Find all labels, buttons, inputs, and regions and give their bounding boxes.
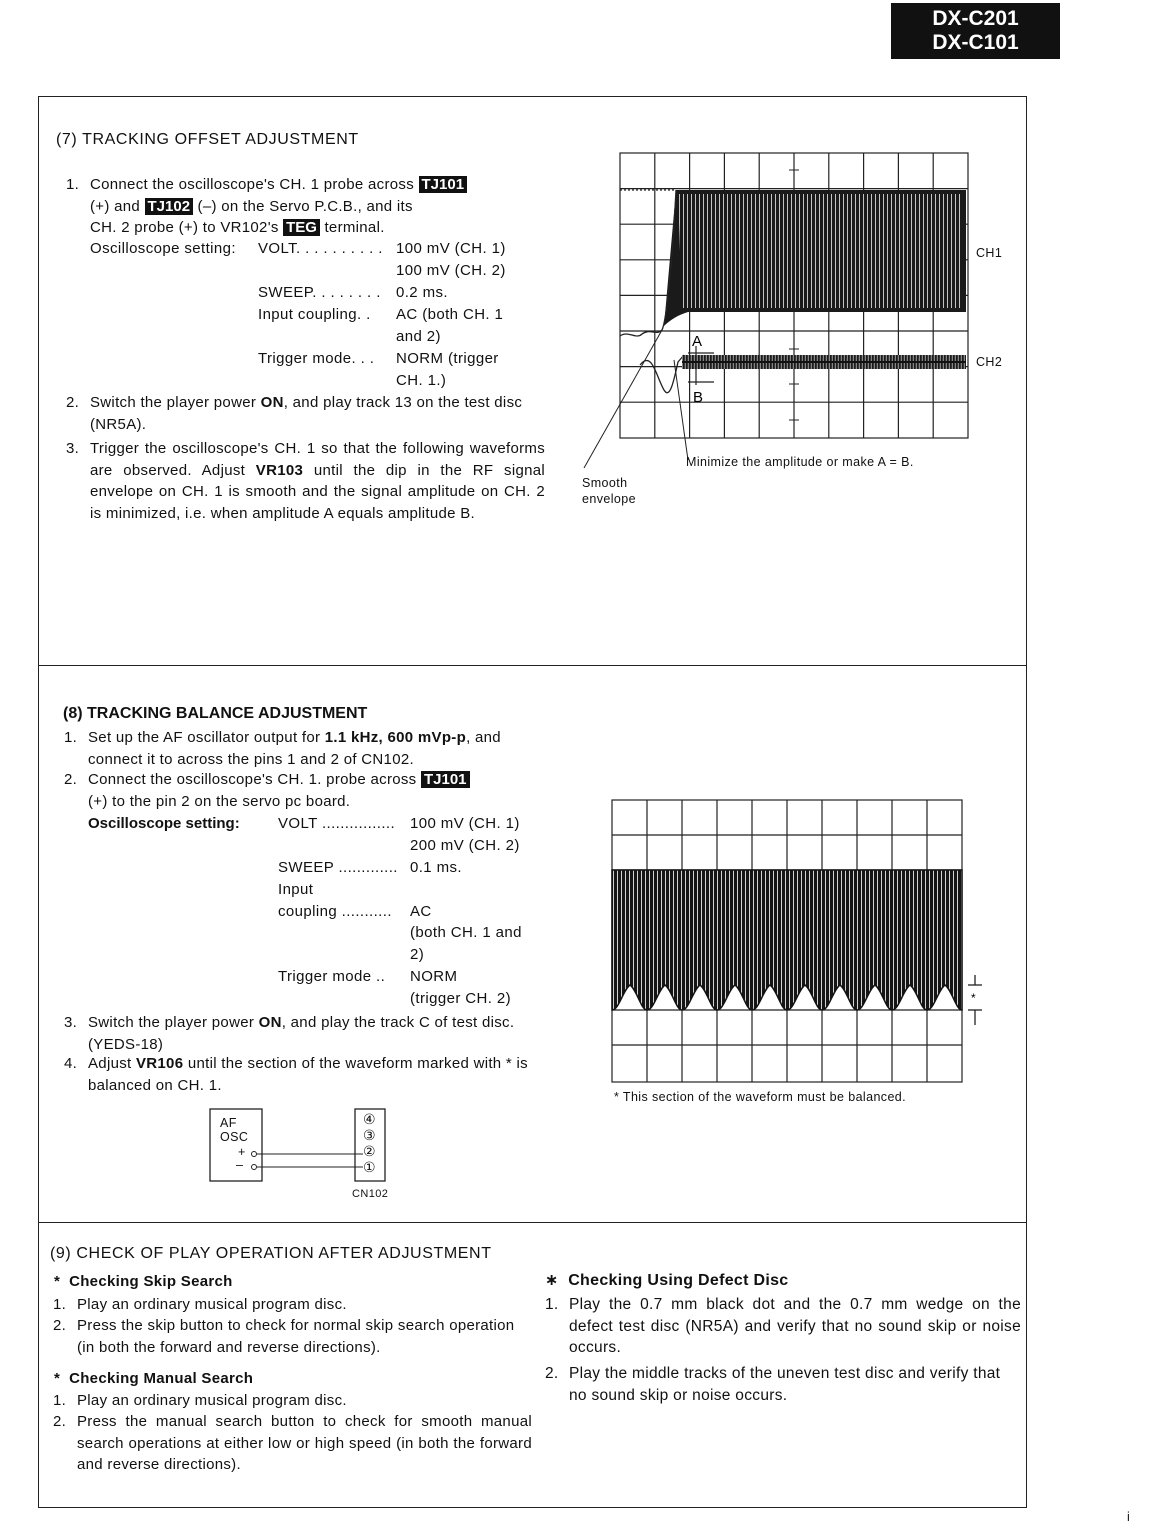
setting-value: CH. 1.) (396, 372, 447, 389)
balance-note: * This section of the waveform must be balanced. (614, 1090, 907, 1104)
setting-value: AC (both CH. 1 (396, 306, 504, 323)
setting-value: 100 mV (CH. 1) (396, 240, 506, 257)
setting-value: NORM (trigger (396, 350, 499, 367)
setting-value: 2) (410, 946, 425, 963)
section-8-step-4: 4. Adjust VR106 until the section of the waveform marked with * is balanced on CH. 1. (64, 1055, 528, 1094)
section-8-heading: (8) TRACKING BALANCE ADJUSTMENT (63, 705, 368, 722)
section-7-step-1: 1. Connect the oscilloscope's CH. 1 probe across TJ101 (+) and TJ102 (–) on the Servo P.C.B., and its CH. 2 probe (+) to VR102's TEG terminal. (90, 174, 542, 239)
divider-7-8 (38, 665, 1027, 666)
setting-value: (trigger CH. 2) (410, 990, 512, 1007)
setting-value: 100 mV (CH. 2) (396, 262, 506, 279)
setting-name: VOLT ................ (278, 815, 396, 832)
minus-label: – (236, 1158, 244, 1172)
model-line-2: DX-C101 (932, 31, 1019, 54)
manual-item-2: 2. Press the manual search button to check for smooth manual search operations at either low or high speed (in both the forward and reverse directions). (53, 1413, 532, 1473)
section-7-heading: (7) TRACKING OFFSET ADJUSTMENT (56, 131, 359, 148)
setting-value: AC (410, 903, 432, 920)
setting-name: Trigger mode. . . (258, 350, 375, 367)
tracking-balance-scope-figure (600, 795, 990, 1095)
setting-name: Input coupling. . (258, 306, 371, 323)
skip-search-title: * Checking Skip Search (54, 1273, 233, 1290)
margin-mark: i (1127, 1510, 1131, 1524)
label-b: B (693, 389, 704, 406)
smooth-label-2: envelope (582, 492, 636, 506)
defect-disc-title: ∗ Checking Using Defect Disc (545, 1272, 789, 1289)
skip-item-2: 2. Press the skip button to check for normal skip search operation (in both the forward and reverse directions). (53, 1317, 515, 1356)
section-8-settings-label: Oscilloscope setting: (88, 815, 240, 832)
section-9-heading: (9) CHECK OF PLAY OPERATION AFTER ADJUSTMENT (50, 1245, 492, 1262)
section-7-step-3: 3. Trigger the oscilloscope's CH. 1 so that the following waveforms are observed. Adjust VR103 until the dip in the RF signal envelope on CH. 1 is smooth and the signal amplitude on CH. 2 is minimized, i.e. when amplitude A equals amplitude B. (66, 440, 546, 522)
smooth-label-1: Smooth (582, 476, 628, 490)
tj101-tag-2: TJ101 (421, 771, 470, 788)
divider-8-9 (38, 1222, 1027, 1223)
model-badge (891, 3, 1060, 59)
tj101-tag: TJ101 (419, 176, 468, 193)
section-7-settings-label: Oscilloscope setting: (90, 240, 236, 257)
section-7-step-2: 2. Switch the player power ON, and play track 13 on the test disc (NR5A). (66, 394, 523, 433)
setting-value: NORM (410, 968, 458, 985)
section-8-step-3: 3. Switch the player power ON, and play the track C of test disc. (YEDS-18) (64, 1014, 515, 1053)
setting-value: (both CH. 1 and (410, 924, 522, 941)
pin-1: ① (363, 1159, 376, 1175)
af-label: AF (220, 1116, 237, 1130)
plus-label: + (238, 1145, 246, 1159)
ch1-label: CH1 (976, 246, 1003, 260)
section-8-step-2: 2. Connect the oscilloscope's CH. 1. probe across TJ101 (+) to the pin 2 on the servo pc board. (88, 769, 548, 812)
section-8-step-1: 1. Set up the AF oscillator output for 1.1 kHz, 600 mVp-p, and connect it to across the pins 1 and 2 of CN102. (64, 729, 501, 768)
ch2-trace (640, 355, 966, 393)
skip-item-1: 1. Play an ordinary musical program disc. (53, 1296, 347, 1313)
ch1-rf-envelope (620, 190, 966, 336)
setting-name: coupling ........... (278, 903, 392, 920)
pin-3: ③ (363, 1127, 376, 1143)
setting-value: 0.2 ms. (396, 284, 448, 301)
manual-item-1: 1. Play an ordinary musical program disc. (53, 1392, 347, 1409)
setting-name: VOLT. . . . . . . . . . (258, 240, 383, 257)
ch2-label: CH2 (976, 355, 1003, 369)
model-line-1: DX-C201 (932, 7, 1019, 30)
setting-name: SWEEP. . . . . . . . (258, 284, 381, 301)
setting-name: Trigger mode .. (278, 968, 386, 985)
setting-value: and 2) (396, 328, 441, 345)
setting-name: SWEEP ............. (278, 859, 398, 876)
minimize-leader-line (674, 360, 688, 460)
setting-value: 100 mV (CH. 1) (410, 815, 520, 832)
pin-4: ④ (363, 1111, 376, 1127)
tj102-tag: TJ102 (145, 198, 194, 215)
label-a: A (692, 333, 703, 350)
balance-star: * (971, 991, 976, 1005)
osc-label: OSC (220, 1130, 249, 1144)
manual-search-title: * Checking Manual Search (54, 1370, 254, 1387)
minimize-label: Minimize the amplitude or make A = B. (686, 455, 914, 469)
smooth-leader-line (584, 330, 662, 468)
setting-value: 200 mV (CH. 2) (410, 837, 520, 854)
pin-2: ② (363, 1143, 376, 1159)
setting-name: Input (278, 881, 314, 898)
defect-item-2: 2. Play the middle tracks of the uneven test disc and verify that no sound skip or noise occurs. (545, 1365, 1001, 1404)
cn102-label: CN102 (352, 1188, 389, 1200)
teg-tag: TEG (283, 219, 320, 236)
setting-value: 0.1 ms. (410, 859, 462, 876)
defect-item-1: 1. Play the 0.7 mm black dot and the 0.7 mm wedge on the defect test disc (NR5A) and verify that no sound skip or noise occurs. (545, 1296, 1021, 1356)
ch1-balanced-envelope (612, 870, 962, 1010)
